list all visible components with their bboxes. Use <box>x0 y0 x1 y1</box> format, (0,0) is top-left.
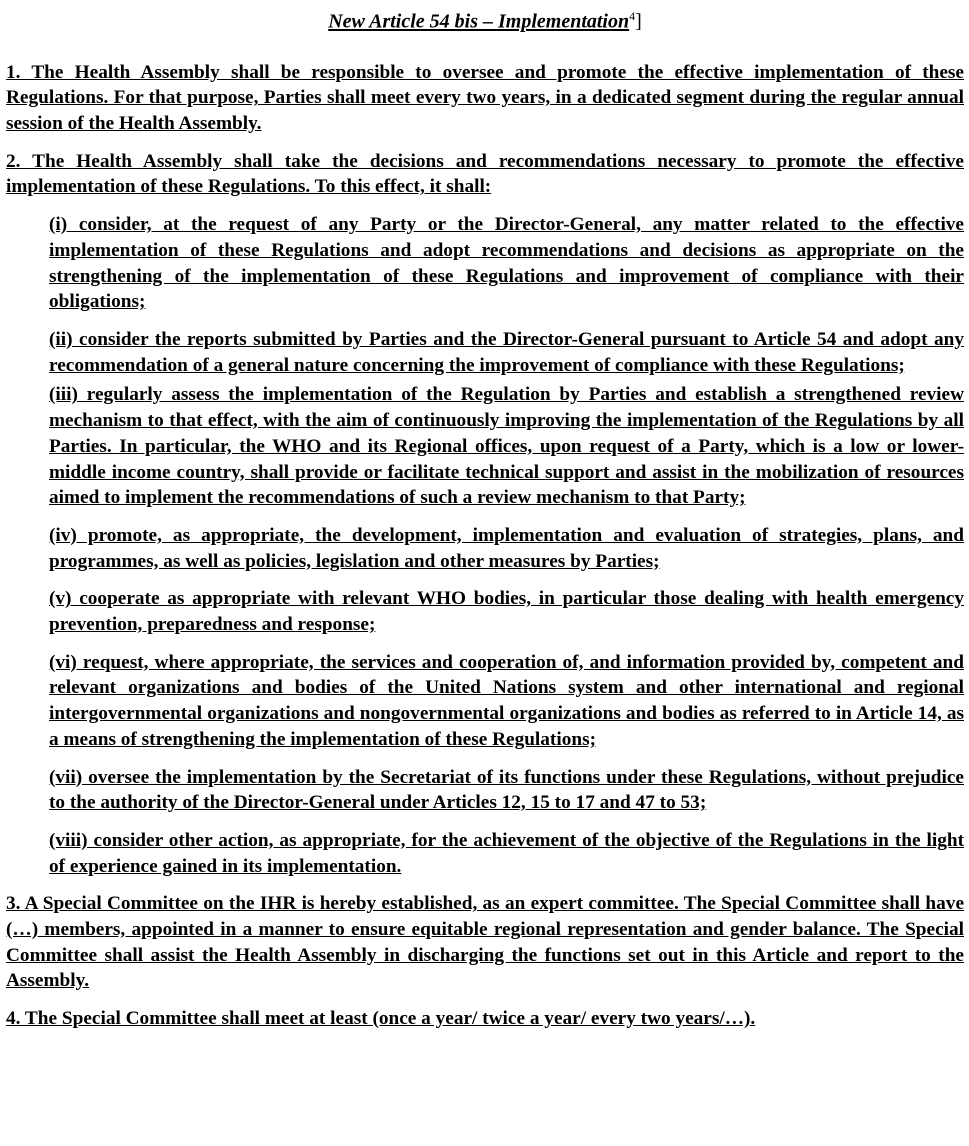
paragraph-2-item-vi: (vi) request, where appropriate, the services and cooperation of, and information provided by, competent and relevant organizations and bodies of the United Nations system and other international and regional intergovernmental organizations and nongovernmental organizations and bodies as referred to in Article 14, as a means of strengthening the implementation of these Regulations; <box>49 651 964 750</box>
paragraph-2-item-iv: (iv) promote, as appropriate, the development, implementation and evaluation of strategies, plans, and programmes, as well as policies, legislation and other measures by Parties; <box>49 524 964 572</box>
footnote-reference: 4 <box>629 9 636 23</box>
paragraph-2-item-i: (i) consider, at the request of any Party or the Director-General, any matter related to the effective implementation of these Regulations and adopt recommendations and decisions as appropriate on the strengthening of the implementation of these Regulations and improvement of compliance with their obligations; <box>49 214 964 313</box>
paragraph-1: 1. The Health Assembly shall be responsible to oversee and promote the effective implementation of these Regulations. For that purpose, Parties shall meet every two years, in a dedicated segment during the regular annual session of the Health Assembly. <box>6 61 964 135</box>
article-title <box>6 0 964 38</box>
closing-bracket: ] <box>635 10 642 33</box>
paragraph-4: 4. The Special Committee shall meet at least (once a year/ twice a year/ every two years/…). <box>6 1008 756 1030</box>
paragraph-2-item-ii: (ii) consider the reports submitted by Parties and the Director-General pursuant to Article 54 and adopt any recommendation of a general nature concerning the improvement of compliance with these Regulations; <box>49 328 964 376</box>
paragraph-2-item-iii: (iii) regularly assess the implementation of the Regulation by Parties and establish a strengthened review mechanism to that effect, with the aim of continuously improving the implementation of the Regulations by all Parties. In particular, the WHO and its Regional offices, upon request of a Party, which is a low or lower-middle income country, shall provide or facilitate technical support and assist in the mobilization of resources aimed to implement the recommendations of such a review mechanism to that Party; <box>49 384 964 509</box>
paragraph-2-item-viii: (viii) consider other action, as appropriate, for the achievement of the objective of the Regulations in the light of experience gained in its implementation. <box>49 829 964 877</box>
paragraph-2-item-v: (v) cooperate as appropriate with relevant WHO bodies, in particular those dealing with health emergency prevention, preparedness and response; <box>49 588 964 636</box>
article-title-text: New Article 54 bis – Implementation <box>328 10 630 33</box>
paragraph-3: 3. A Special Committee on the IHR is hereby established, as an expert committee. The Special Committee shall have (…) members, appointed in a manner to ensure equitable regional representation and gender balance. The Special Committee shall assist the Health Assembly in discharging the functions set out in this Article and report to the Assembly. <box>6 893 964 992</box>
paragraph-2-item-vii: (vii) oversee the implementation by the Secretariat of its functions under these Regulations, without prejudice to the authority of the Director-General under Articles 12, 15 to 17 and 47 to 53; <box>49 766 964 814</box>
paragraph-2: 2. The Health Assembly shall take the decisions and recommendations necessary to promote the effective implementation of these Regulations. To this effect, it shall: <box>6 150 964 198</box>
